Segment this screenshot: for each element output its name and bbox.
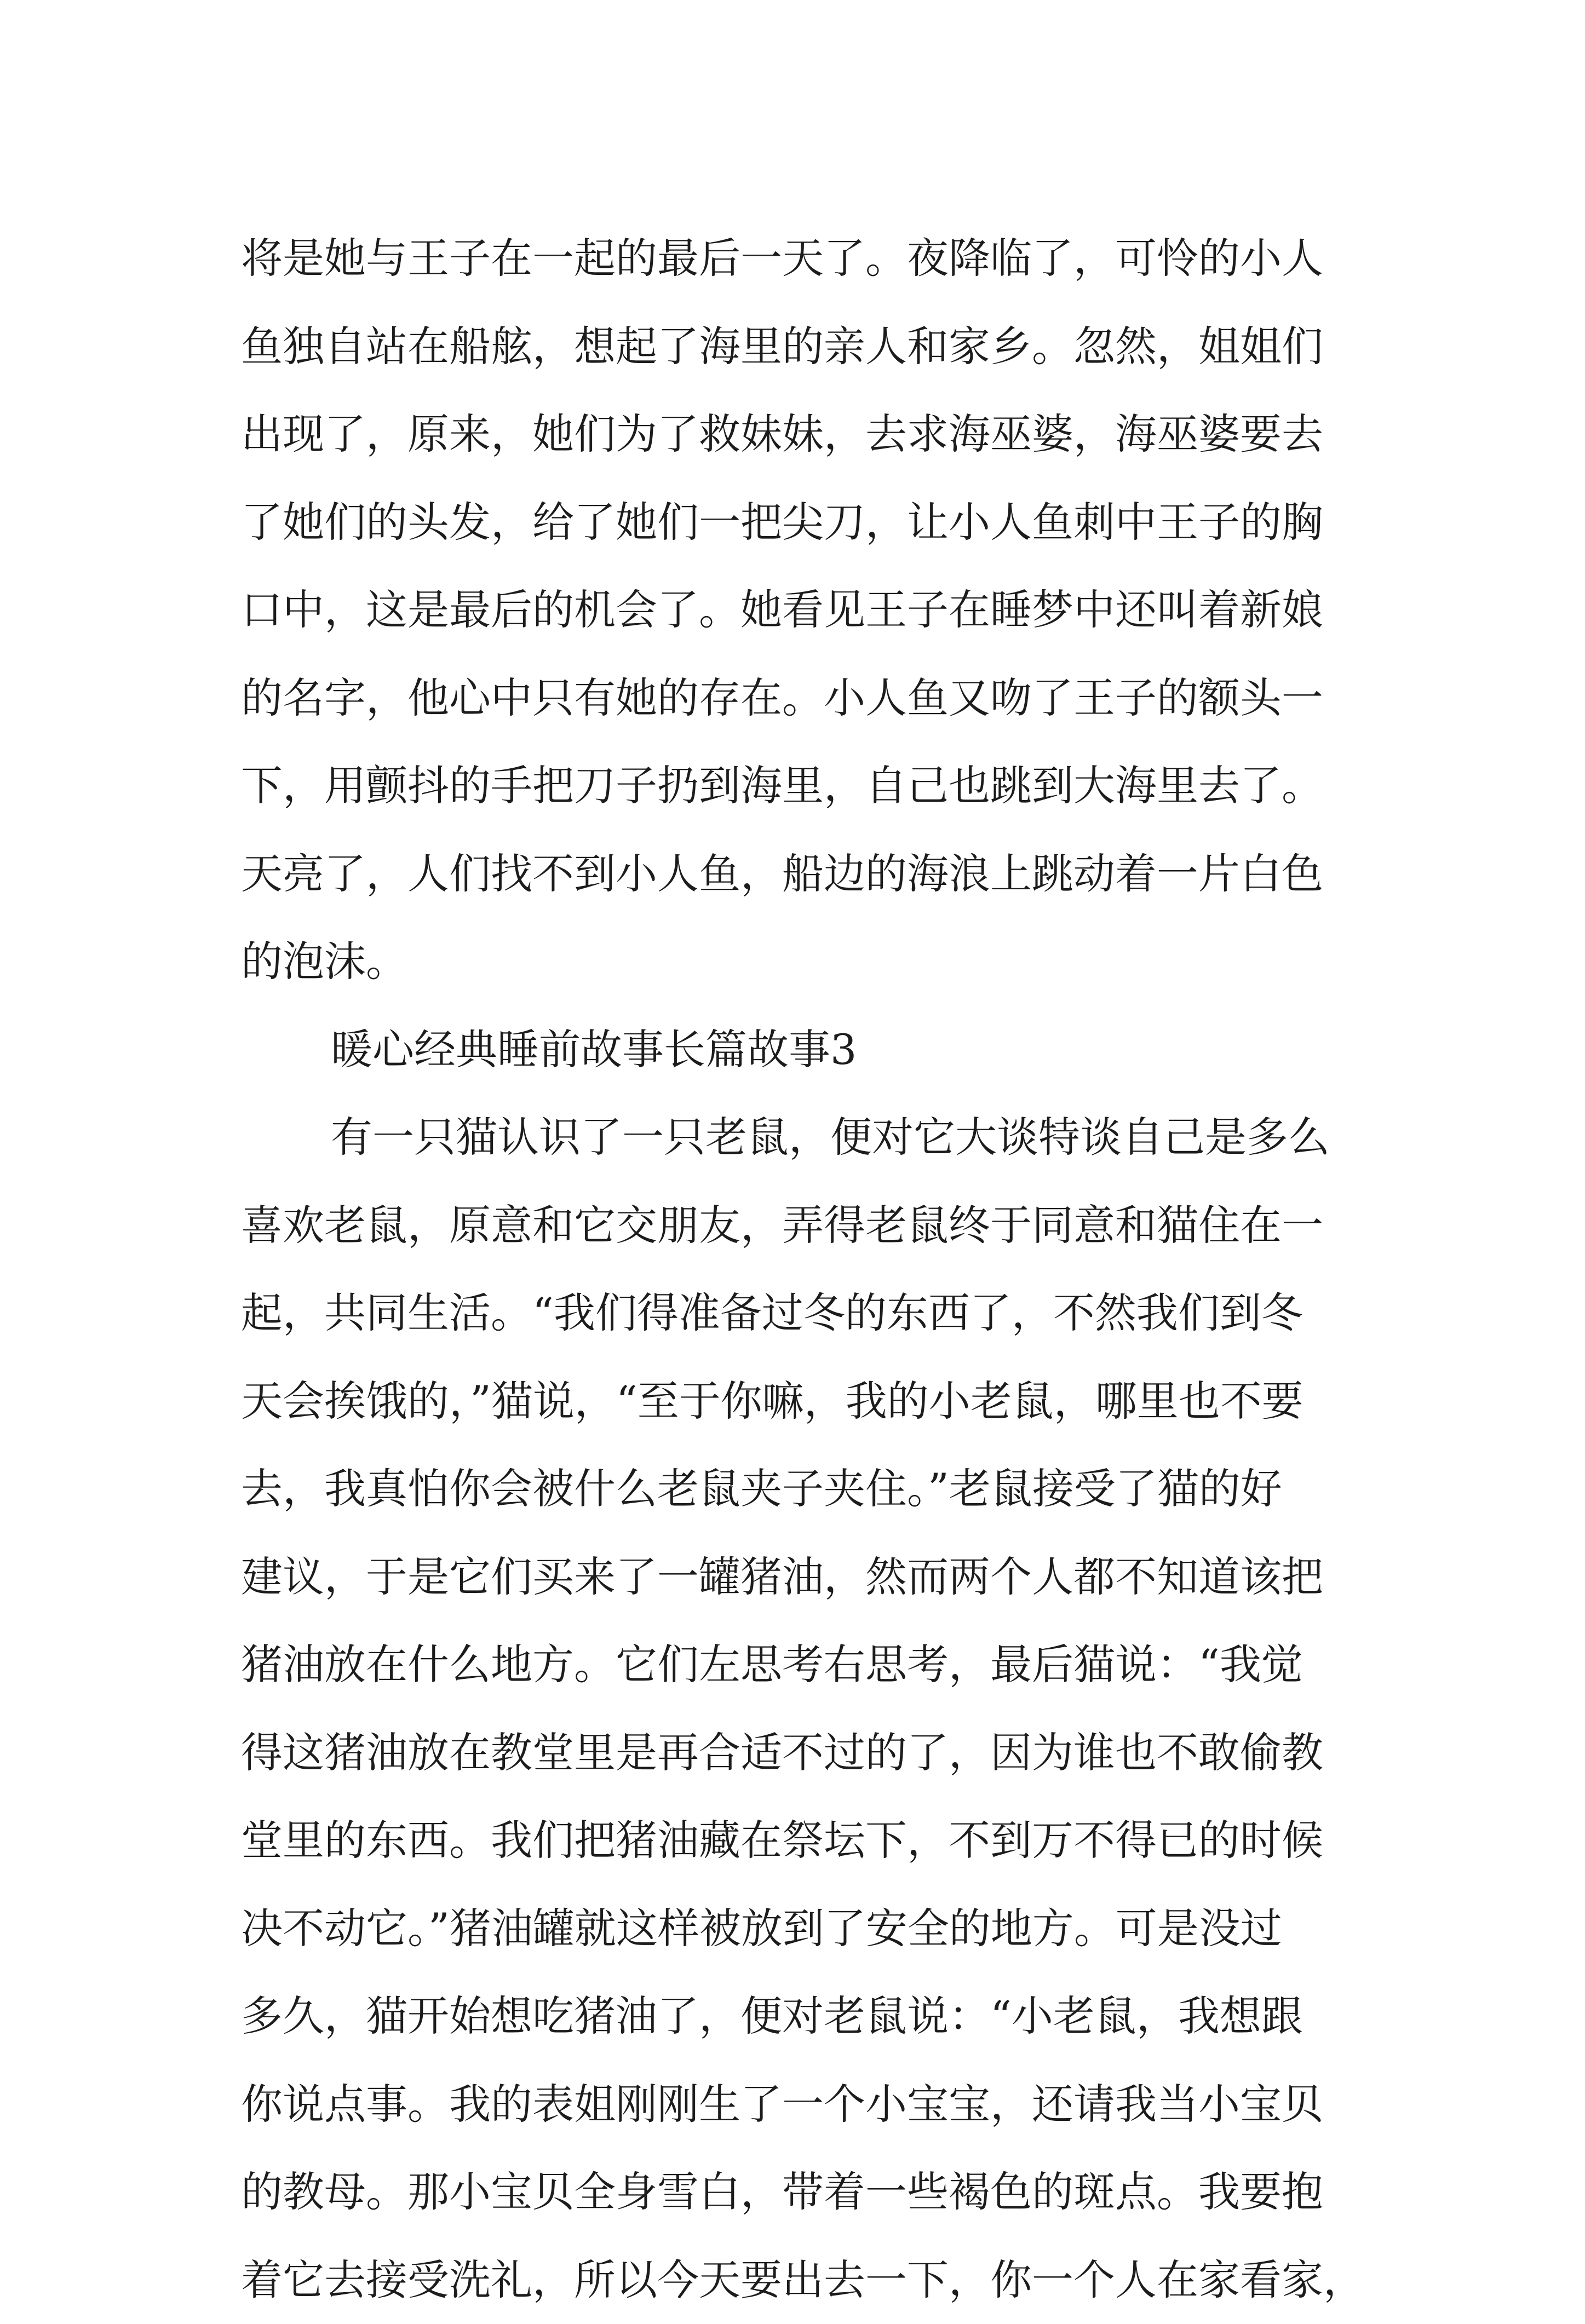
paragraph-line: 得这猪油放在教堂里是再合适不过的了，因为谁也不敢偷教	[241, 1709, 1369, 1797]
paragraph-line: 下，用颤抖的手把刀子扔到海里，自己也跳到大海里去了。	[241, 742, 1369, 830]
paragraph-line: 建议，于是它们买来了一罐猪油，然而两个人都不知道该把	[241, 1533, 1369, 1621]
paragraph-line: 了她们的头发，给了她们一把尖刀，让小人鱼刺中王子的胸	[241, 479, 1369, 567]
paragraph-line: 着它去接受洗礼，所以今天要出去一下，你一个人在家看家，	[241, 2236, 1369, 2324]
document-body	[241, 215, 1369, 2324]
paragraph-line: 猪油放在什么地方。它们左思考右思考，最后猫说：“我觉	[241, 1621, 1369, 1709]
paragraph-line: 的名字，他心中只有她的存在。小人鱼又吻了王子的额头一	[241, 654, 1369, 743]
paragraph-line: 天会挨饿的，”猫说，“至于你嘛，我的小老鼠，哪里也不要	[241, 1357, 1369, 1446]
section-heading: 暖心经典睡前故事长篇故事3	[241, 1006, 1369, 1094]
paragraph-line: 决不动它。”猪油罐就这样被放到了安全的地方。可是没过	[241, 1885, 1369, 1973]
paragraph-line: 堂里的东西。我们把猪油藏在祭坛下，不到万不得已的时候	[241, 1797, 1369, 1885]
paragraph-line: 将是她与王子在一起的最后一天了。夜降临了，可怜的小人	[241, 215, 1369, 303]
paragraph-line: 有一只猫认识了一只老鼠，便对它大谈特谈自己是多么	[241, 1094, 1369, 1182]
paragraph-line: 多久，猫开始想吃猪油了，便对老鼠说：“小老鼠，我想跟	[241, 1972, 1369, 2061]
paragraph-line: 喜欢老鼠，原意和它交朋友，弄得老鼠终于同意和猫住在一	[241, 1182, 1369, 1270]
paragraph-line: 的教母。那小宝贝全身雪白，带着一些褐色的斑点。我要抱	[241, 2148, 1369, 2236]
paragraph-line: 的泡沫。	[241, 918, 1369, 1006]
paragraph-line: 口中，这是最后的机会了。她看见王子在睡梦中还叫着新娘	[241, 566, 1369, 654]
paragraph-line: 天亮了，人们找不到小人鱼，船边的海浪上跳动着一片白色	[241, 830, 1369, 918]
paragraph-line: 出现了，原来，她们为了救妹妹，去求海巫婆，海巫婆要去	[241, 390, 1369, 479]
paragraph-line: 鱼独自站在船舷，想起了海里的亲人和家乡。忽然，姐姐们	[241, 303, 1369, 391]
paragraph-line: 你说点事。我的表姐刚刚生了一个小宝宝，还请我当小宝贝	[241, 2061, 1369, 2149]
paragraph-line: 起，共同生活。“我们得准备过冬的东西了，不然我们到冬	[241, 1269, 1369, 1357]
paragraph-line: 去，我真怕你会被什么老鼠夹子夹住。”老鼠接受了猫的好	[241, 1445, 1369, 1533]
